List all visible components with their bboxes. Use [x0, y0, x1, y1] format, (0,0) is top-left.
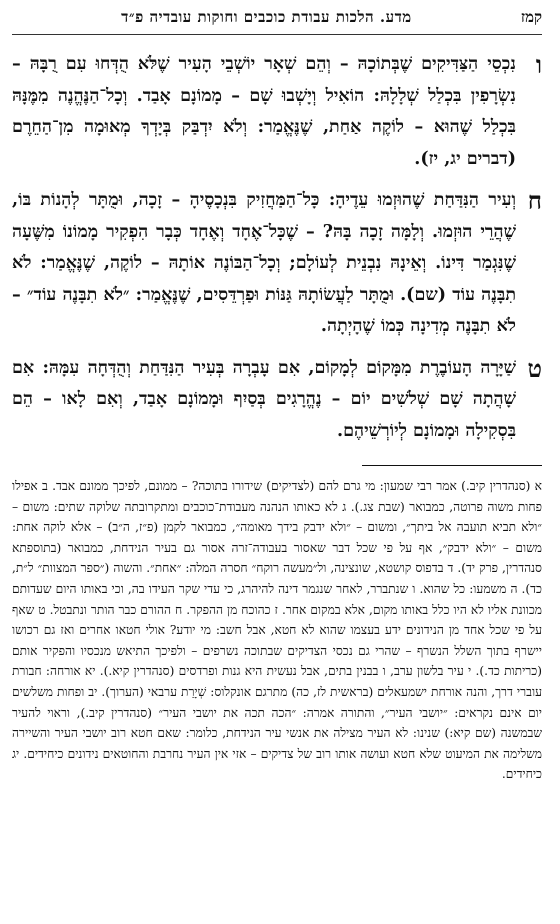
halakha-number: ו	[535, 50, 542, 79]
halakha-6	[12, 49, 542, 175]
page-title: מדע. הלכות עבודת כוכבים וחוקות עובדיה פ״ד	[121, 7, 412, 26]
page-number: קמז	[520, 7, 542, 26]
halakha-text: שַׁיָּרָה הָעוֹבֶרֶת מִמָּקוֹם לְמָקוֹם, אִם עָבְרָה בְּעִיר הַנִּדַּחַת וְהֻדְּחָה עִמָּהּ: אִם שָׁהֲתָה שָׁם שְׁלֹשִׁים יוֹם – נֶהֱרָגִים בְּסַיִף וּמָמוֹנָם אָבַד, וְאִם לָאו – הֵם בִּסְקִילָה וּמָמוֹנָם לְיוֹרְשֵׁיהֶם.	[12, 357, 516, 441]
halakha-number: ט	[527, 353, 542, 383]
halakha-9	[12, 353, 542, 448]
running-header	[12, 0, 542, 35]
halakha-text: וְעִיר הַנִּדַּחַת שֶׁהוּזְמוּ עֵדֶיהָ: כָּל־הַמַּחֲזִיק בִּנְכָסֶיהָ – זָכָה, וּמֻתָּר לְהָנוֹת בּוֹ, שֶׁהֲרֵי הוּזְמוּ. וְלָמָּה זָכָה בָּהּ? – שֶׁכָּל־אֶחָד וְאֶחָד כְּבָר הִפְקִיר מָמוֹנוֹ מִשֶּׁעָה שֶׁנִּגְמַר דִּינוֹ. וְאֵינָהּ נִבְנֵית לְעוֹלָם; וְכָל־הַבּוֹנֶה אוֹתָהּ – לוֹקֶה, שֶׁנֶּאֱמַר: לֹא תִבָּנֶה עוֹד (שם). וּמֻתָּר לַעֲשׂוֹתָהּ גַּנּוֹת וּפַרְדֵּסִים, שֶׁנֶּאֱמַר: ״לֹא תִבָּנֶה עוֹד״ – לֹא תִבָּנֶה מְדִינָה כְּמוֹ שֶׁהָיְתָה.	[12, 190, 516, 336]
halakha-8	[12, 185, 542, 343]
halakha-text: נִכְסֵי הַצַּדִּיקִים שֶׁבְּתוֹכָהּ – וְהֵם שְׁאָר יוֹשְׁבֵי הָעִיר שֶׁלֹּא הֻדְּחוּ עִם רֻבָּהּ – נִשְׂרָפִין בִּכְלַל שְׁלָלָהּ: הוֹאִיל וְיָשְׁבוּ שָׁם – מָמוֹנָם אָבַד. וְכָל־הַנֶּהֱנֶה מִמֶּנָּהּ בִּכְלַל שֶׁהוּא – לוֹקֶה אַחַת, שֶׁנֶּאֱמַר: וְלֹא יִדְבַּק בְּיָדְךָ מְאוּמָה מִן־הַחֵרֶם (דברים יג, יז).	[12, 54, 516, 169]
footnote-divider	[362, 465, 542, 466]
halakha-number: ח	[527, 186, 542, 215]
footnotes: א (סנהדרין קיב.) אמר רבי שמעון: מי גרם להם (לצדיקים) שידורו בתוכה? – ממונם, לפיכך ממונם אבד. ב אפילו פחות משוה פרוטה, כמבואר (שבת צג.). ג לא כאותו הנהנה מעבודת־כוכבים ומתקרובתה שלוקה שתים: משום – ״ולא תביא תועבה אל ביתך״, ומשום – ״ולא ידבק בידך מאומה״, כמבואר לקמן (פ״ז, ה״ב) – אלא לוקה אחת: משום – ״ולא ידבק״, אף על פי שכל דבר שאסור בעבודה־זרה אסור גם בעיר הנידחת, כמבואר (בתוספתא סנהדרין, פרק יד). ד בדפוס קושטא, שונצינה, ול״מעשה רוקח״ חסרה המלה: ״אחת״. והשוה (״ספר המצוות״ ל״ת, כד). ה משמעו: כל שהוא. ו שנתברר, לאחר שנגמר דינה להיהרג, כי עדי שקר העידו בה, וכי באותו היום שעדותם מכוונת אליו לא היו כלל באותו מקום, אלא במקום אחר. ז כהוכח מן ההפקר. ח ההורם כבר הותר ונתבטל. ט שאף על פי שכל אחד מן הנידונים ידע בעצמו שהוא לא חטא, אבל חשב: מי יודע? אולי חטאו אחרים ואז גם רכושו יישרף בתוך השלל הנשרף – שהרי גם נכסי הצדיקים שבתוכה נשרפים – ולפיכך התיאש מנכסיו והפקיר אותם (כריתות כד.). י עיר בלשון ערב, ו בבנין בתים, אבל נעשית היא גנות ופרדסים (סנהדרין קיא.). יא אורחה: חבורת עוברי דרך, והנה אורחת ישמעאלים (בראשית לז, כה) מתרגם אונקלוס: שְׁיָרַת ערבאי (הערוך). יב ופחות משלשים יום אינם נקראים: ״יושבי העיר״, והתורה אמרה: ״הכה תכה את יושבי העיר״ (סנהדרין קיב.), וראוי להעיר שבמשנה (שם קיא:) שנינו: לא העיר מצילה את אנשי עיר הנידחת, כלומר: שאם חטא רוב יושבי העיר והשיירה משלימה את המיעוט שלא חטא ועושה אותו רוב של צדיקים – אזי אין העיר נחרבת והחוטאים נידונים כיחידים. יג כיחידים.	[12, 479, 542, 782]
